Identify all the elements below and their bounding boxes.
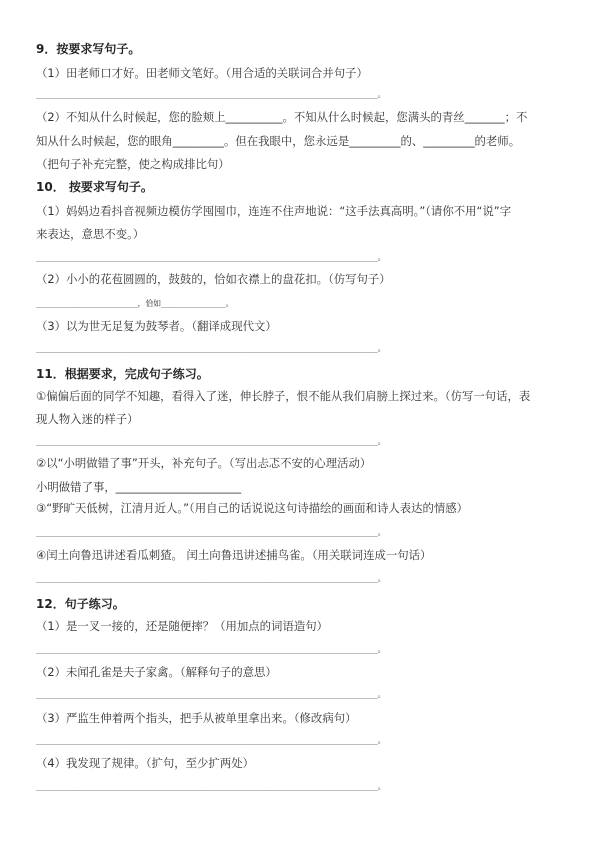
question-9-2-instruction: （把句子补充完整，使之构成排比句） — [36, 157, 230, 171]
question-11-heading: 11．根据要求，完成句子练习。 — [36, 367, 209, 381]
question-10-1-answer-line: __________________________________________________________________________。 — [36, 253, 386, 262]
question-11-2-answer-start: 小明做错了事，______________________ — [36, 480, 242, 494]
question-11-4-answer-line: __________________________________________________________________________。 — [36, 574, 386, 583]
question-10-2-answer-line: ______________________，恰如______________。 — [36, 299, 234, 308]
question-12-2-prompt: （2）未闻孔雀是夫子家禽。（解释句子的意思） — [36, 665, 277, 679]
question-9-1-answer-line: __________________________________________________________________________。 — [36, 90, 386, 99]
question-12-2-answer-line: __________________________________________________________________________。 — [36, 690, 386, 699]
question-10-3-answer-line: __________________________________________________________________________。 — [36, 344, 386, 353]
question-12-4-prompt: （4）我发现了规律。（扩句，至少扩两处） — [36, 756, 254, 770]
question-10-3-prompt: （3）以为世无足复为鼓琴者。（翻译成现代文） — [36, 319, 277, 333]
question-10-1-prompt: （1）妈妈边看抖音视频边模仿学囤囤巾，连连不住声地说：“这手法真高明。”（请你不用“说”字 — [36, 204, 512, 218]
question-12-heading: 12．句子练习。 — [36, 597, 125, 611]
question-11-1-prompt: ①偏偏后面的同学不知趣，看得入了迷，伸长脖子，恨不能从我们肩膀上探过来。（仿写一句话，表 — [36, 389, 531, 403]
question-9-1-prompt: （1）田老师口才好。田老师文笔好。（用合适的关联词合并句子） — [36, 66, 368, 80]
question-10-2-prompt: （2）小小的花苞圆圆的，鼓鼓的，恰如衣襟上的盘花扣。（仿写句子） — [36, 272, 391, 286]
question-10-heading: 10． 按要求写句子。 — [36, 180, 153, 194]
question-9-heading: 9．按要求写句子。 — [36, 42, 141, 56]
question-11-1-prompt-cont: 现人物入迷的样子） — [36, 412, 139, 426]
question-9-2-prompt-cont: 知从什么时候起，您的眼角_________。但在我眼中，您永远是_________的、_________的老师。 — [36, 134, 521, 148]
question-11-4-prompt: ④闰土向鲁迅讲述看瓜刺猹。 闰土向鲁迅讲述捕鸟雀。（用关联词连成一句话） — [36, 548, 432, 562]
question-10-1-prompt-cont: 来表达，意思不变。） — [36, 227, 145, 241]
question-11-3-prompt: ③“野旷天低树，江清月近人。”（用自己的话说说这句诗描绘的画面和诗人表达的情感） — [36, 501, 469, 515]
question-12-4-answer-line: __________________________________________________________________________。 — [36, 782, 386, 791]
question-11-3-answer-line: __________________________________________________________________________。 — [36, 528, 386, 537]
question-9-2-prompt: （2）不知从什么时候起，您的脸颊上__________。不知从什么时候起，您满头的青丝_______；不 — [36, 110, 528, 124]
question-12-1-answer-line: __________________________________________________________________________。 — [36, 645, 386, 654]
question-11-2-prompt: ②以“小明做错了事”开头，补充句子。（写出忐忑不安的心理活动） — [36, 456, 372, 470]
question-12-3-prompt: （3）严监生伸着两个指头，把手从被单里拿出来。（修改病句） — [36, 711, 357, 725]
question-12-1-prompt: （1）是一叉一接的，还是随便摔？（用加点的词语造句） — [36, 619, 329, 633]
question-12-3-answer-line: __________________________________________________________________________。 — [36, 736, 386, 745]
question-11-1-answer-line: __________________________________________________________________________。 — [36, 437, 386, 446]
